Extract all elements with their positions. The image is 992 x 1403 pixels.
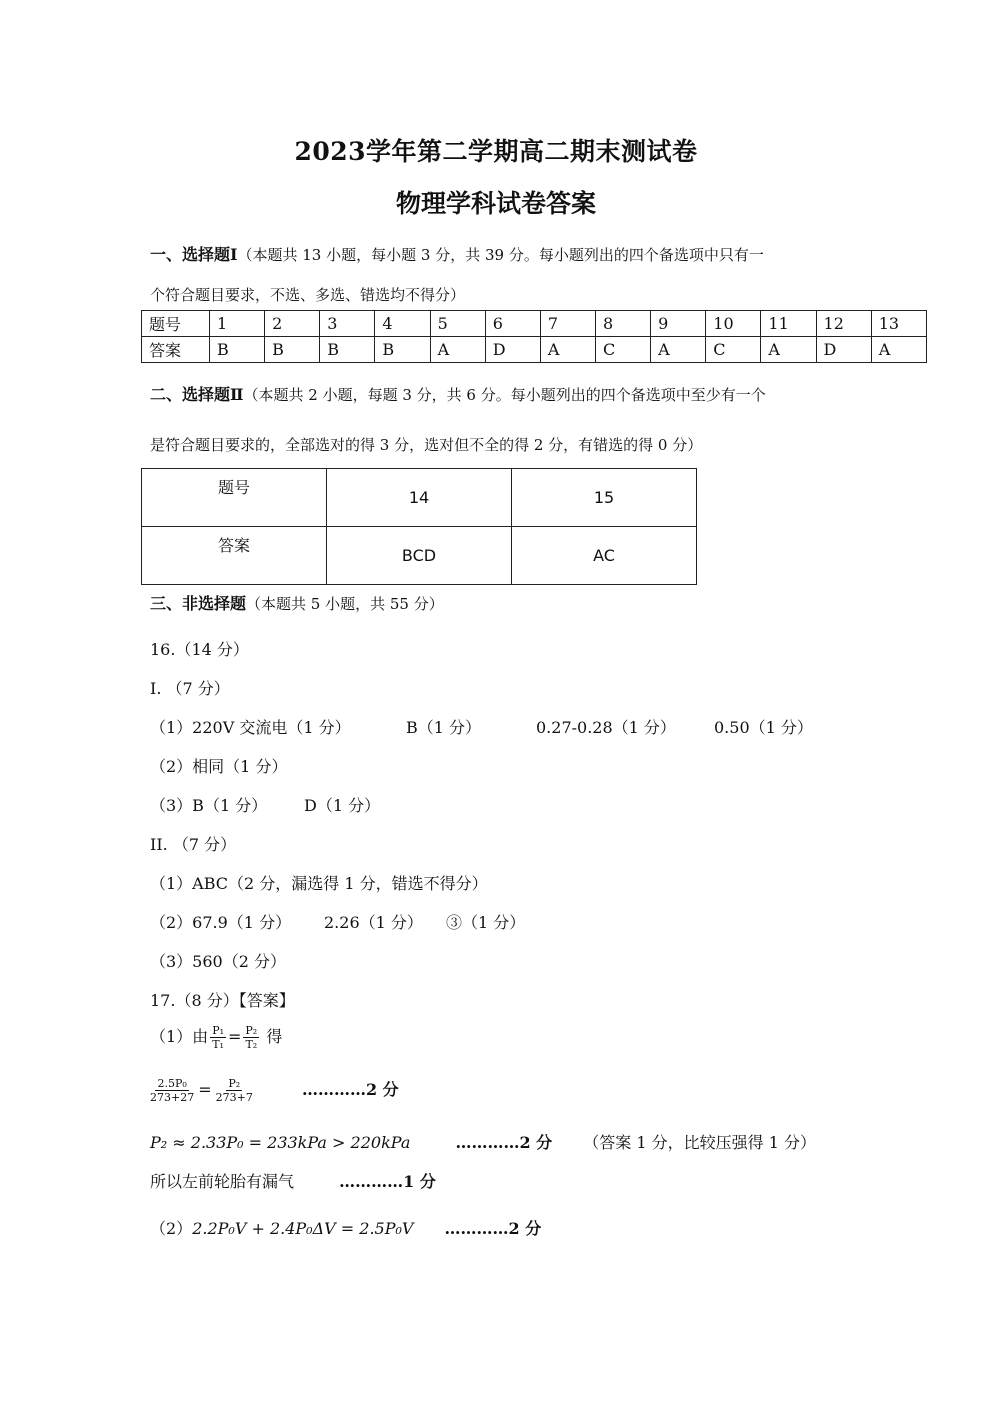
q16-part1: I. （7 分）: [150, 679, 230, 698]
table-row: [142, 337, 927, 363]
answer-cell: C: [595, 337, 650, 363]
section1-desc1: （本题共 13 小题，每小题 3 分，共 39 分。每小题列出的四个备选项中只有一: [237, 246, 764, 264]
score-marker: …………2 分: [444, 1219, 542, 1238]
q17-head: 17.（8 分）【答案】: [150, 991, 295, 1010]
section1-heading: 一、选择题Ⅰ: [150, 245, 238, 264]
section3-header: [150, 591, 444, 614]
section2-heading: 二、选择题Ⅱ: [150, 385, 244, 404]
frac-den: 273+27: [150, 1091, 195, 1104]
answer-cell: A: [540, 337, 595, 363]
section2-answer-table: [141, 468, 697, 585]
row-label-answer: 答案: [142, 337, 210, 363]
q17-line1: （1）由 $\frac{\text{P₁}}{\text{T₁}}$ = $\frac{\text{P₂}}{\text{T₂}}$ 得: [150, 1024, 283, 1051]
q17-l1-prefix: （1）由: [150, 1027, 209, 1046]
section1-desc2: 个符合题目要求，不选、多选、错选均不得分）: [150, 286, 466, 304]
q16-part2: II. （7 分）: [150, 835, 237, 854]
score-marker: …………2 分: [301, 1080, 399, 1099]
frac-num: 2.5P₀: [157, 1077, 187, 1090]
answer-cell: B: [210, 337, 265, 363]
question-number: 15: [512, 469, 697, 527]
question-number: 1: [210, 311, 265, 337]
score-marker: …………2 分: [455, 1133, 553, 1152]
section2-header: [150, 382, 766, 405]
q16-p1-1b: B（1 分）: [406, 718, 482, 737]
exam-subtitle: 物理学科试卷答案: [395, 189, 596, 218]
table-row: [142, 311, 927, 337]
question-number: 4: [375, 311, 430, 337]
answer-cell: D: [816, 337, 871, 363]
question-number: 14: [327, 469, 512, 527]
question-number: 5: [430, 311, 485, 337]
equation-pressure: P₂ ≈ 2.33P₀ = 233kPa > 220kPa: [150, 1133, 411, 1152]
question-number: 2: [265, 311, 320, 337]
answer-cell: B: [375, 337, 430, 363]
section1-answer-table: [141, 310, 927, 363]
q17-line3: [150, 1130, 816, 1153]
answer-cell: C: [706, 337, 761, 363]
frac-den: T₁: [212, 1038, 224, 1051]
answer-cell: A: [761, 337, 816, 363]
q16-p2-1: （1）ABC（2 分，漏选得 1 分，错选不得分）: [150, 874, 488, 893]
table-row: [142, 527, 697, 585]
answer-cell: A: [651, 337, 706, 363]
frac-den: 273+7: [215, 1091, 253, 1104]
answer-cell: B: [265, 337, 320, 363]
question-number: 6: [485, 311, 540, 337]
section3-heading: 三、非选择题: [150, 594, 247, 613]
question-number: 13: [871, 311, 926, 337]
question-number: 9: [651, 311, 706, 337]
q16-p2-2a: （2）67.9（1 分）: [150, 913, 292, 932]
section3-desc: （本题共 5 小题，共 55 分）: [246, 595, 444, 613]
row-label-number: 题号: [142, 311, 210, 337]
q16-p1-1a: （1）220V 交流电（1 分）: [150, 718, 351, 737]
section2-desc1: （本题共 2 小题，每题 3 分，共 6 分。每小题列出的四个备选项中至少有一个: [243, 386, 766, 404]
question-number: 7: [540, 311, 595, 337]
answer-cell: AC: [512, 527, 697, 585]
table-row: [142, 469, 697, 527]
conclusion-text: 所以左前轮胎有漏气: [150, 1172, 295, 1191]
row-label-number: 题号: [142, 469, 327, 527]
question-number: 11: [761, 311, 816, 337]
q17-l5-prefix: （2）: [150, 1219, 193, 1238]
row-label-answer: 答案: [142, 527, 327, 585]
q17-line4: [150, 1169, 436, 1192]
q17-l1-suffix: 得: [266, 1027, 283, 1046]
fraction-p1-t1: [210, 1024, 226, 1051]
q16-p2-2c: ③（1 分）: [446, 913, 526, 932]
answer-cell: A: [871, 337, 926, 363]
q16-p1-2: （2）相同（1 分）: [150, 757, 288, 776]
section2-desc2: 是符合题目要求的，全部选对的得 3 分，选对但不全的得 2 分，有错选的得 0 分）: [150, 436, 703, 454]
q16-p2-3: （3）560（2 分）: [150, 952, 286, 971]
frac-num: P₂: [245, 1024, 258, 1037]
q16-p1-1c: 0.27-0.28（1 分）: [536, 718, 676, 737]
q16-head: 16.（14 分）: [150, 640, 249, 659]
q16-p1-1d: 0.50（1 分）: [714, 718, 813, 737]
answer-cell: A: [430, 337, 485, 363]
answer-cell: B: [320, 337, 375, 363]
answer-cell: BCD: [327, 527, 512, 585]
fraction-p2-t2: [243, 1024, 259, 1051]
question-number: 3: [320, 311, 375, 337]
scoring-note: （答案 1 分，比较压强得 1 分）: [583, 1133, 816, 1152]
question-number: 10: [706, 311, 761, 337]
fraction-p2-280: [214, 1077, 255, 1104]
exam-title: 2023学年第二学期高二期末测试卷: [294, 137, 698, 166]
answer-cell: D: [485, 337, 540, 363]
question-number: 8: [595, 311, 650, 337]
q17-line5: [150, 1216, 541, 1239]
frac-den: T₂: [245, 1038, 258, 1051]
frac-num: P₂: [228, 1077, 241, 1090]
question-number: 12: [816, 311, 871, 337]
q16-p1-3a: （3）B（1 分）: [150, 796, 268, 815]
equation-volume: 2.2P₀V + 2.4P₀ΔV = 2.5P₀V: [192, 1219, 414, 1238]
q16-p1-3b: D（1 分）: [304, 796, 381, 815]
frac-num: P₁: [212, 1024, 224, 1037]
section1-header: [150, 242, 764, 265]
q17-line2: $\frac{\text{2.5P₀}}{273+27}$ = $\frac{\text{P₂}}{273+7}$ …………2 分: [150, 1077, 399, 1104]
q16-p2-2b: 2.26（1 分）: [324, 913, 423, 932]
score-marker: …………1 分: [339, 1172, 436, 1191]
fraction-2-5p0: [148, 1077, 196, 1104]
